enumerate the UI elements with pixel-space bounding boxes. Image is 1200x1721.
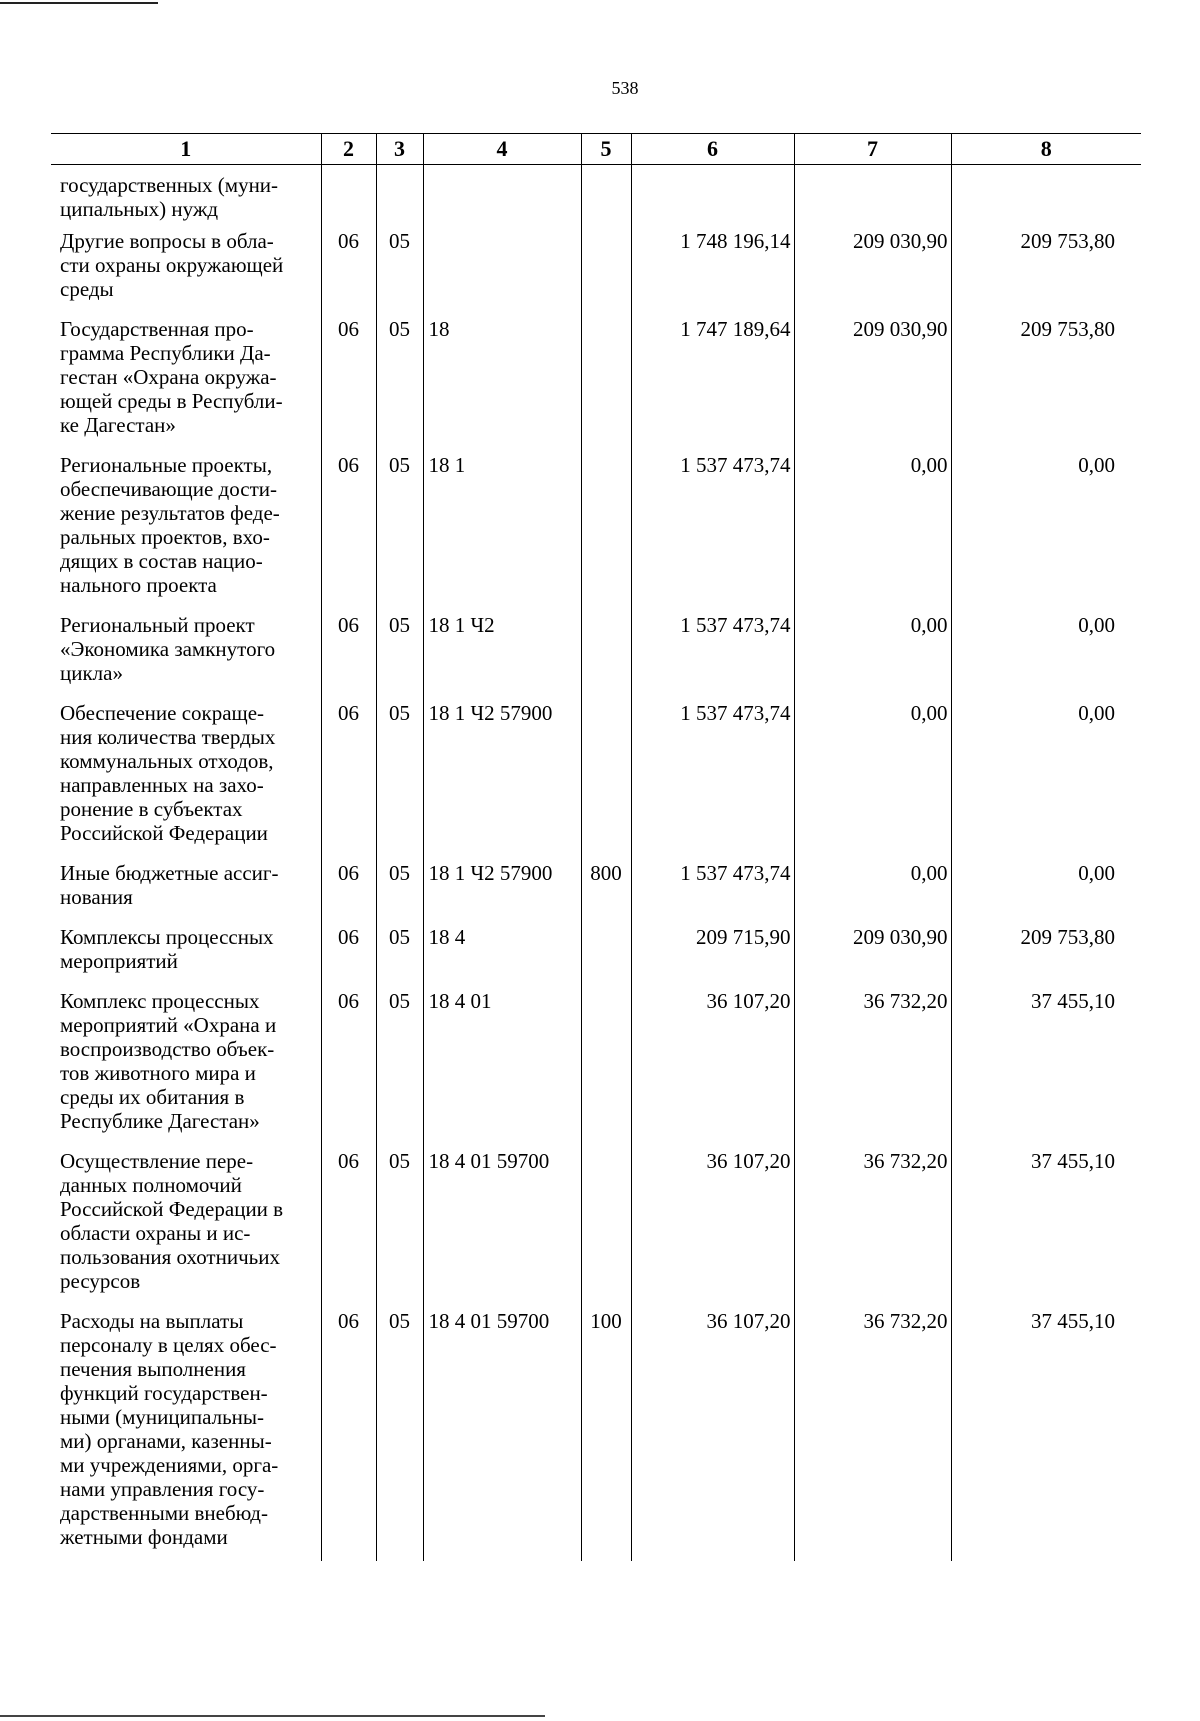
row-expense-type: [581, 613, 631, 701]
row-subsection: 05: [376, 1149, 423, 1309]
row-amount-col-8: 0,00: [951, 613, 1141, 701]
header-col-8: 8: [951, 134, 1141, 165]
row-amount-col-8: 0,00: [951, 453, 1141, 613]
row-amount-col-7: [794, 165, 951, 230]
row-expense-type: [581, 453, 631, 613]
header-col-5: 5: [581, 134, 631, 165]
row-subsection: 05: [376, 317, 423, 453]
row-amount-col-6: 1 537 473,74: [631, 701, 794, 861]
row-expense-type: [581, 165, 631, 230]
header-col-4: 4: [423, 134, 581, 165]
budget-table: [51, 133, 1141, 1561]
row-amount-col-7: 209 030,90: [794, 925, 951, 989]
row-subsection: 05: [376, 613, 423, 701]
table-row: [51, 1149, 1141, 1309]
row-amount-col-6: [631, 165, 794, 230]
row-amount-col-6: 36 107,20: [631, 989, 794, 1149]
row-amount-col-8: 209 753,80: [951, 925, 1141, 989]
row-amount-col-7: 36 732,20: [794, 1149, 951, 1309]
row-amount-col-6: 1 747 189,64: [631, 317, 794, 453]
row-amount-col-6: 1 537 473,74: [631, 861, 794, 925]
row-amount-col-6: 36 107,20: [631, 1149, 794, 1309]
row-name: Другие вопросы в обла- сти охраны окружающей среды: [60, 229, 284, 301]
row-expense-type: [581, 229, 631, 317]
table-row: [51, 861, 1141, 925]
row-expense-type: [581, 1149, 631, 1309]
table-row: [51, 453, 1141, 613]
row-amount-col-7: 0,00: [794, 453, 951, 613]
table-row: [51, 925, 1141, 989]
header-col-2: 2: [321, 134, 376, 165]
row-expense-type: 100: [581, 1309, 631, 1561]
row-name: Региональный проект «Экономика замкнутого цикла»: [60, 613, 276, 685]
row-target-article: 18 4 01 59700: [423, 1309, 581, 1561]
row-name: Обеспечение сокраще- ния количества твердых коммунальных отходов, направленных на захо- ронение в субъектах Российской Федерации: [60, 701, 276, 845]
table-row: [51, 165, 1141, 230]
header-col-6: 6: [631, 134, 794, 165]
row-amount-col-8: 209 753,80: [951, 317, 1141, 453]
row-amount-col-8: 37 455,10: [951, 989, 1141, 1149]
row-amount-col-7: 36 732,20: [794, 989, 951, 1149]
row-section: 06: [321, 1309, 376, 1561]
row-amount-col-7: 0,00: [794, 701, 951, 861]
row-name: Комплекс процессных мероприятий «Охрана и воспроизводство объек- тов животного мира и среды их обитания в Республике Дагестан»: [60, 989, 277, 1133]
row-expense-type: [581, 925, 631, 989]
row-section: 06: [321, 229, 376, 317]
table-body: [51, 165, 1141, 1562]
row-amount-col-7: 0,00: [794, 613, 951, 701]
row-amount-col-8: 37 455,10: [951, 1309, 1141, 1561]
row-target-article: 18 1 Ч2 57900: [423, 701, 581, 861]
row-amount-col-7: 209 030,90: [794, 317, 951, 453]
row-amount-col-8: 37 455,10: [951, 1149, 1141, 1309]
table-row: [51, 1309, 1141, 1561]
row-expense-type: [581, 989, 631, 1149]
row-section: 06: [321, 989, 376, 1149]
row-target-article: 18 4 01 59700: [423, 1149, 581, 1309]
row-name: Расходы на выплаты персоналу в целях обес- печения выполнения функций государствен- ными (муниципальны- ми) органами, казенны- ми учреждениями, орга- нами управления госу- дарственными внебюд- жетными фондами: [60, 1309, 279, 1549]
table-row: [51, 989, 1141, 1149]
row-target-article: 18 1 Ч2: [423, 613, 581, 701]
row-amount-col-6: 36 107,20: [631, 1309, 794, 1561]
table-row: [51, 613, 1141, 701]
row-name: Государственная про- грамма Республики Да- гестан «Охрана окружа- ющей среды в Республи- ке Дагестан»: [60, 317, 283, 437]
row-target-article: 18: [423, 317, 581, 453]
header-col-3: 3: [376, 134, 423, 165]
bottom-rule: [0, 1715, 545, 1717]
row-target-article: 18 4 01: [423, 989, 581, 1149]
table-row: [51, 701, 1141, 861]
budget-table-wrapper: [51, 133, 1141, 1561]
row-amount-col-8: 0,00: [951, 861, 1141, 925]
table-row: [51, 229, 1141, 317]
row-name: Иные бюджетные ассиг- нования: [60, 861, 279, 909]
row-section: 06: [321, 453, 376, 613]
row-name: государственных (муни- ципальных) нужд: [60, 173, 279, 221]
row-expense-type: 800: [581, 861, 631, 925]
row-target-article: 18 1: [423, 453, 581, 613]
header-col-1: 1: [51, 134, 321, 165]
row-subsection: 05: [376, 453, 423, 613]
row-name: Осуществление пере- данных полномочий Российской Федерации в области охраны и ис- пользования охотничьих ресурсов: [60, 1149, 284, 1293]
row-expense-type: [581, 701, 631, 861]
row-target-article: [423, 165, 581, 230]
row-name: Региональные проекты, обеспечивающие дости- жение результатов феде- ральных проектов, вхо- дящих в состав нацио- нального проекта: [60, 453, 280, 597]
header-col-7: 7: [794, 134, 951, 165]
row-section: 06: [321, 925, 376, 989]
row-amount-col-7: 36 732,20: [794, 1309, 951, 1561]
row-section: 06: [321, 861, 376, 925]
top-rule: [0, 2, 158, 4]
table-row: [51, 317, 1141, 453]
row-amount-col-6: 1 748 196,14: [631, 229, 794, 317]
row-subsection: 05: [376, 925, 423, 989]
row-subsection: [376, 165, 423, 230]
row-subsection: 05: [376, 989, 423, 1149]
row-amount-col-7: 209 030,90: [794, 229, 951, 317]
header-row: [51, 134, 1141, 165]
row-section: 06: [321, 1149, 376, 1309]
row-amount-col-7: 0,00: [794, 861, 951, 925]
row-amount-col-6: 209 715,90: [631, 925, 794, 989]
row-target-article: [423, 229, 581, 317]
row-subsection: 05: [376, 701, 423, 861]
row-subsection: 05: [376, 1309, 423, 1561]
row-subsection: 05: [376, 861, 423, 925]
row-name: Комплексы процессных мероприятий: [60, 925, 274, 973]
row-section: 06: [321, 613, 376, 701]
row-amount-col-8: 0,00: [951, 701, 1141, 861]
row-section: [321, 165, 376, 230]
row-section: 06: [321, 701, 376, 861]
row-amount-col-6: 1 537 473,74: [631, 613, 794, 701]
row-subsection: 05: [376, 229, 423, 317]
page-number: 538: [611, 78, 639, 98]
row-section: 06: [321, 317, 376, 453]
row-amount-col-8: [951, 165, 1141, 230]
row-amount-col-8: 209 753,80: [951, 229, 1141, 317]
row-expense-type: [581, 317, 631, 453]
row-target-article: 18 1 Ч2 57900: [423, 861, 581, 925]
row-amount-col-6: 1 537 473,74: [631, 453, 794, 613]
row-target-article: 18 4: [423, 925, 581, 989]
